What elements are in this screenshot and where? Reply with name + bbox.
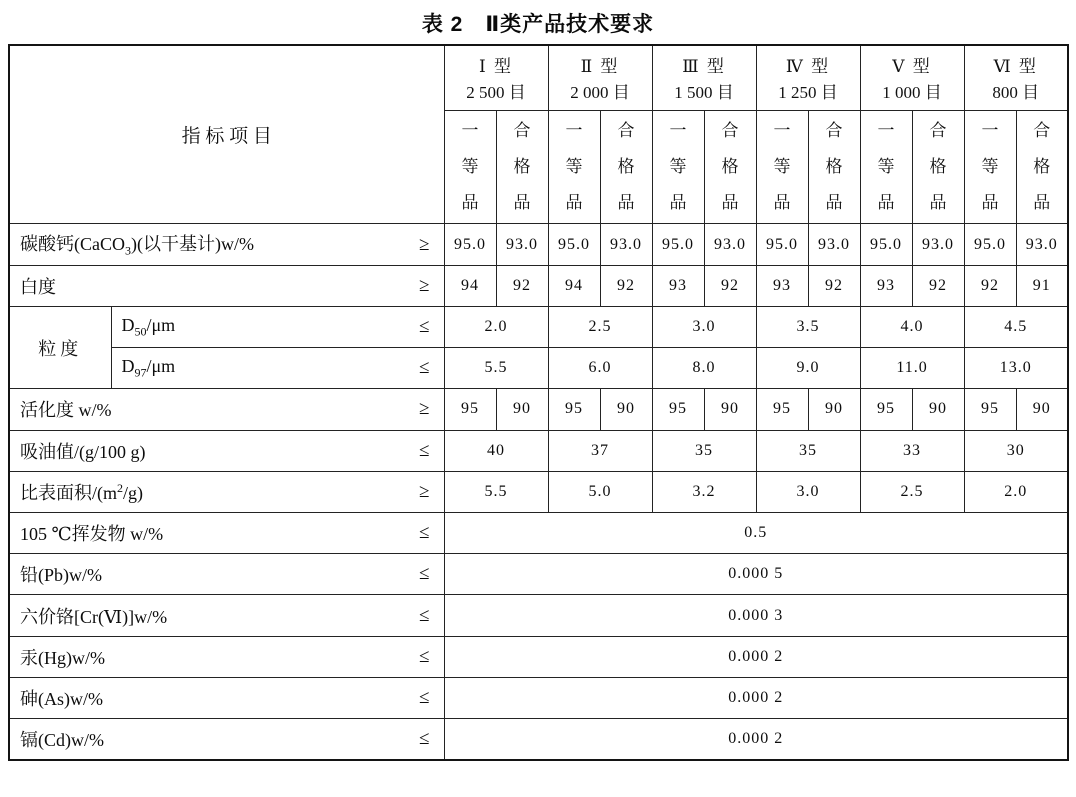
row-label: 白度 [20, 276, 56, 297]
row-label-flex [10, 479, 444, 505]
value-cell: 95.0 [964, 224, 1016, 265]
value-cell: 93.0 [1016, 224, 1068, 265]
grade-header-qualified-6 [1016, 110, 1068, 224]
type-name: Ⅳ 型 [785, 56, 831, 76]
value-cell: 0.000 2 [444, 677, 1068, 718]
row-label-cell [9, 389, 444, 430]
grade-qualified-label: 合格品 [513, 121, 531, 213]
row-label-cell [9, 595, 444, 636]
grade-header-qualified-1 [496, 110, 548, 224]
row-label-flex [10, 396, 444, 422]
type-header-2 [548, 45, 652, 110]
row-label-cell [9, 554, 444, 595]
value-cell: 90 [600, 389, 652, 430]
row-label-flex [112, 356, 444, 381]
value-cell: 9.0 [756, 348, 860, 389]
value-cell: 91 [1016, 265, 1068, 306]
value-cell: 35 [652, 430, 756, 471]
value-cell: 92 [600, 265, 652, 306]
type-header-5 [860, 45, 964, 110]
row-label: 比表面积$/(m^2/g)$ [20, 480, 143, 503]
value-cell: 92 [496, 265, 548, 306]
value-cell: 3.0 [756, 471, 860, 512]
value-cell: 0.000 2 [444, 719, 1068, 760]
row-label-flex [10, 438, 444, 464]
limit-symbol: ≥ [419, 398, 430, 420]
row-label: $D_{97}/\mu m$ [121, 355, 176, 380]
value-cell: 94 [444, 265, 496, 306]
value-cell: 3.5 [756, 306, 860, 347]
row-label: $D_{50}/\mu m$ [121, 314, 176, 339]
grade-header-first-6 [964, 110, 1016, 224]
limit-symbol: ≥ [419, 233, 430, 255]
value-cell: 93.0 [496, 224, 548, 265]
group-label-cell [9, 306, 111, 388]
grade-first-label: 一等品 [981, 121, 999, 213]
type-mesh: 1 000 目 [882, 82, 942, 102]
value-cell: 95 [652, 389, 704, 430]
value-cell: 8.0 [652, 348, 756, 389]
row-label: 105 ℃挥发物 w/% [20, 524, 164, 545]
value-cell: 94 [548, 265, 600, 306]
value-cell: 92 [808, 265, 860, 306]
item-header-label: 指 标 项 目 [181, 126, 272, 148]
grade-qualified-label: 合格品 [825, 121, 843, 213]
value-cell: 95.0 [548, 224, 600, 265]
value-cell: 2.0 [444, 306, 548, 347]
grade-header-qualified-2 [600, 110, 652, 224]
row-label-flex [10, 561, 444, 587]
value-cell: 92 [912, 265, 964, 306]
grade-first-label: 一等品 [565, 121, 583, 213]
value-cell: 40 [444, 430, 548, 471]
row-label-cell [9, 636, 444, 677]
row-label: 砷(As)w/% [20, 689, 103, 709]
value-cell: 93 [756, 265, 808, 306]
limit-symbol: ≤ [419, 728, 430, 750]
row-label-cell [9, 430, 444, 471]
row-label-flex [10, 520, 444, 546]
value-cell: 2.5 [548, 306, 652, 347]
value-cell: 5.5 [444, 348, 548, 389]
row-label-flex [10, 603, 444, 629]
value-cell: 0.000 5 [444, 554, 1068, 595]
row-label-cell [9, 471, 444, 512]
value-cell: 93.0 [704, 224, 756, 265]
value-cell: 90 [808, 389, 860, 430]
type-header-4 [756, 45, 860, 110]
row-label-cell [9, 224, 444, 265]
grade-header-first-1 [444, 110, 496, 224]
value-cell: 93.0 [912, 224, 964, 265]
type-name: Ⅴ 型 [892, 56, 932, 76]
value-cell: 95.0 [860, 224, 912, 265]
value-cell: 93 [652, 265, 704, 306]
grade-first-label: 一等品 [877, 121, 895, 213]
grade-qualified-label: 合格品 [617, 121, 635, 213]
value-cell: 4.5 [964, 306, 1068, 347]
row-label: 吸油值/(g/100 g) [20, 441, 146, 462]
grade-qualified-label: 合格品 [929, 121, 947, 213]
value-cell: 3.2 [652, 471, 756, 512]
value-cell: 95 [548, 389, 600, 430]
value-cell: 90 [1016, 389, 1068, 430]
row-label-flex [10, 644, 444, 670]
type-name: Ⅰ 型 [479, 56, 513, 76]
item-header-cell [9, 45, 444, 224]
type-name: Ⅵ 型 [993, 56, 1038, 76]
value-cell: 92 [704, 265, 756, 306]
limit-symbol: ≤ [419, 522, 430, 544]
row-label-cell [9, 719, 444, 760]
group-label: 粒度 [38, 338, 83, 359]
value-cell: 95 [756, 389, 808, 430]
value-cell: 2.0 [964, 471, 1068, 512]
grade-header-first-3 [652, 110, 704, 224]
limit-symbol: ≤ [419, 357, 430, 379]
grade-qualified-label: 合格品 [1033, 121, 1051, 213]
value-cell: 5.5 [444, 471, 548, 512]
row-label: 六价铬[Cr(Ⅵ)]w/% [20, 606, 168, 627]
row-label-flex [10, 230, 444, 259]
value-cell: 5.0 [548, 471, 652, 512]
type-mesh: 1 500 目 [674, 82, 734, 102]
type-mesh: 2 000 目 [570, 82, 630, 102]
grade-header-first-5 [860, 110, 912, 224]
limit-symbol: ≥ [419, 274, 430, 296]
value-cell: 3.0 [652, 306, 756, 347]
row-label: 铅(Pb)w/% [20, 565, 102, 586]
value-cell: 93 [860, 265, 912, 306]
value-cell: 0.5 [444, 513, 1068, 554]
value-cell: 6.0 [548, 348, 652, 389]
limit-symbol: ≤ [419, 316, 430, 338]
row-label-cell [9, 677, 444, 718]
value-cell: 95.0 [652, 224, 704, 265]
value-cell: 90 [704, 389, 756, 430]
row-label-flex [10, 726, 444, 752]
grade-first-label: 一等品 [461, 121, 479, 213]
limit-symbol: ≤ [419, 563, 430, 585]
row-label-flex [112, 315, 444, 340]
limit-symbol: ≥ [419, 480, 430, 502]
grade-qualified-label: 合格品 [721, 121, 739, 213]
value-cell: 11.0 [860, 348, 964, 389]
value-cell: 0.000 3 [444, 595, 1068, 636]
limit-symbol: ≤ [419, 604, 430, 626]
grade-header-qualified-4 [808, 110, 860, 224]
row-label: 镉(Cd)w/% [20, 730, 104, 751]
grade-first-label: 一等品 [773, 121, 791, 213]
grade-header-first-4 [756, 110, 808, 224]
row-label-flex [10, 273, 444, 299]
value-cell: 30 [964, 430, 1068, 471]
value-cell: 4.0 [860, 306, 964, 347]
type-mesh: 800 目 [992, 82, 1040, 102]
value-cell: 93.0 [808, 224, 860, 265]
type-mesh: 2 500 目 [466, 82, 526, 102]
grade-header-qualified-5 [912, 110, 964, 224]
limit-symbol: ≤ [419, 439, 430, 461]
limit-symbol: ≤ [419, 687, 430, 708]
limit-symbol: ≤ [419, 645, 430, 667]
spec-table [8, 44, 1069, 761]
row-label: 汞(Hg)w/% [20, 647, 105, 668]
row-label-cell [9, 513, 444, 554]
value-cell: 95 [444, 389, 496, 430]
spec-table-wrapper [8, 44, 1068, 761]
value-cell: 95.0 [756, 224, 808, 265]
value-cell: 35 [756, 430, 860, 471]
value-cell: 90 [496, 389, 548, 430]
value-cell: 33 [860, 430, 964, 471]
value-cell: 93.0 [600, 224, 652, 265]
value-cell: 95 [860, 389, 912, 430]
row-label-flex [10, 685, 444, 711]
value-cell: 13.0 [964, 348, 1068, 389]
row-label-cell [9, 265, 444, 306]
grade-header-first-2 [548, 110, 600, 224]
row-label: 碳酸钙(CaCO$_3$)(以干基计)w/% [20, 234, 254, 258]
type-name: Ⅲ 型 [682, 56, 726, 76]
value-cell: 95 [964, 389, 1016, 430]
value-cell: 37 [548, 430, 652, 471]
type-name: Ⅱ 型 [580, 56, 620, 76]
value-cell: 90 [912, 389, 964, 430]
type-header-3 [652, 45, 756, 110]
value-cell: 0.000 2 [444, 636, 1068, 677]
row-label: 活化度 w/% [20, 400, 112, 421]
type-header-6 [964, 45, 1068, 110]
type-mesh: 1 250 目 [778, 82, 838, 102]
type-header-1 [444, 45, 548, 110]
value-cell: 2.5 [860, 471, 964, 512]
grade-first-label: 一等品 [669, 121, 687, 213]
value-cell: 92 [964, 265, 1016, 306]
value-cell: 95.0 [444, 224, 496, 265]
table-title: 表 2 Ⅱ类产品技术要求 [421, 13, 655, 36]
row-label-cell [111, 348, 444, 389]
row-label-cell [111, 306, 444, 347]
grade-header-qualified-3 [704, 110, 756, 224]
